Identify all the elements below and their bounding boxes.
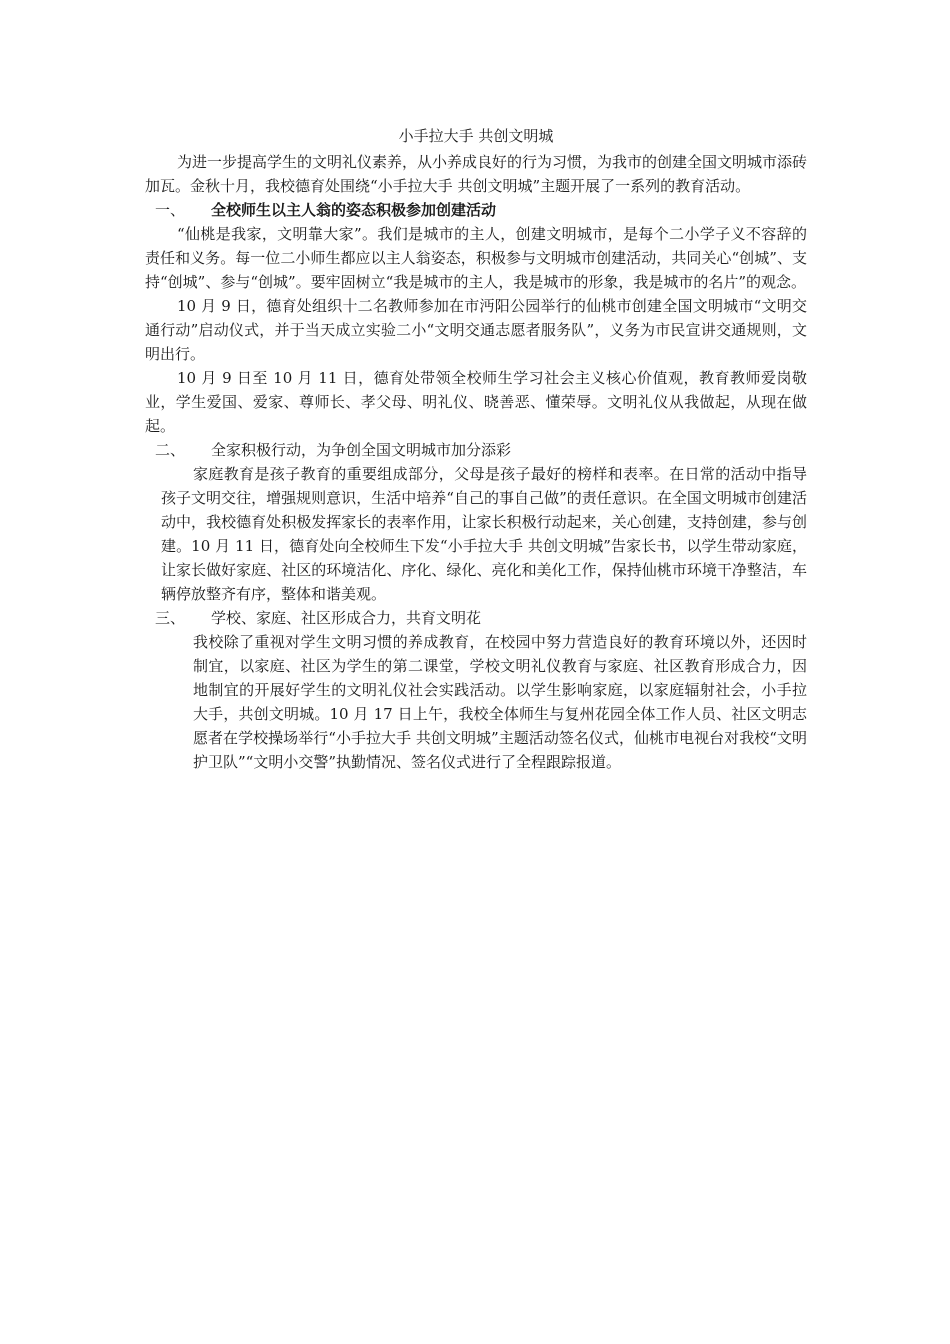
intro-paragraph: 为进一步提高学生的文明礼仪素养，从小养成良好的行为习惯，为我市的创建全国文明城市添砖加瓦。金秋十月，我校德育处围绕“小手拉大手 共创文明城”主题开展了一系列的教育活动。 bbox=[145, 153, 808, 195]
section2-paragraph-1: 家庭教育是孩子教育的重要组成部分，父母是孩子最好的榜样和表率。在日常的活动中指导孩子文明交往，增强规则意识，生活中培养“自己的事自己做”的责任意识。在全国文明城市创建活动中，我校德育处积极发挥家长的表率作用，让家长积极行动起来，关心创建，支持创建，参与创建。10 月 11 日，德育处向全校师生下发“小手拉大手 共创文明城”告家长书，以学生带动家庭，让家长做好家庭、社区的环境洁化、序化、绿化、亮化和美化工作，保持仙桃市环境干净整洁，车辆停放整齐有序，整体和谐美观。 bbox=[161, 465, 807, 603]
section1-heading bbox=[145, 198, 807, 222]
section2-heading-text: 全家积极行动，为争创全国文明城市加分添彩 bbox=[211, 441, 512, 459]
section3-body bbox=[193, 630, 807, 774]
document-page bbox=[145, 124, 807, 774]
section3-heading-text: 学校、家庭、社区形成合力，共育文明花 bbox=[211, 609, 482, 627]
document-title: 小手拉大手 共创文明城 bbox=[398, 127, 554, 145]
section2-heading bbox=[145, 438, 807, 462]
section3-number: 三、 bbox=[155, 609, 186, 627]
section1-paragraph-3: 10 月 9 日至 10 月 11 日，德育处带领全校师生学习社会主义核心价值观，教育教师爱岗敬业，学生爱国、爱家、尊师长、孝父母、明礼仪、晓善恶、懂荣辱。文明礼仪从我做起，从现在做起。 bbox=[145, 369, 807, 435]
section1-paragraph-2: 10 月 9 日，德育处组织十二名教师参加在市沔阳公园举行的仙桃市创建全国文明城市“文明交通行动”启动仪式，并于当天成立实验二小“文明交通志愿者服务队”，义务为市民宣讲交通规则，文明出行。 bbox=[145, 297, 807, 363]
section3-paragraph-1: 我校除了重视对学生文明习惯的养成教育，在校园中努力营造良好的教育环境以外，还因时制宜，以家庭、社区为学生的第二课堂，学校文明礼仪教育与家庭、社区教育形成合力，因地制宜的开展好学生的文明礼仪社会实践活动。以学生影响家庭，以家庭辐射社会，小手拉大手，共创文明城。10 月 17 日上午，我校全体师生与复州花园全体工作人员、社区文明志愿者在学校操场举行“小手拉大手 共创文明城”主题活动签名仪式，仙桃市电视台对我校“文明护卫队”“文明小交警”执勤情况、签名仪式进行了全程跟踪报道。 bbox=[193, 633, 807, 771]
section2-number: 二、 bbox=[155, 441, 186, 459]
section1-paragraph-1: “仙桃是我家，文明靠大家”。我们是城市的主人，创建文明城市，是每个二小学子义不容辞的责任和义务。每一位二小师生都应以主人翁姿态，积极参与文明城市创建活动，共同关心“创城”、支持“创城”、参与“创城”。要牢固树立“我是城市的主人，我是城市的形象，我是城市的名片”的观念。 bbox=[145, 225, 807, 291]
section1-number: 一、 bbox=[155, 201, 186, 219]
section1-heading-text: 全校师生以主人翁的姿态积极参加创建活动 bbox=[211, 201, 497, 219]
section3-heading bbox=[145, 606, 807, 630]
section2-body bbox=[161, 462, 807, 606]
